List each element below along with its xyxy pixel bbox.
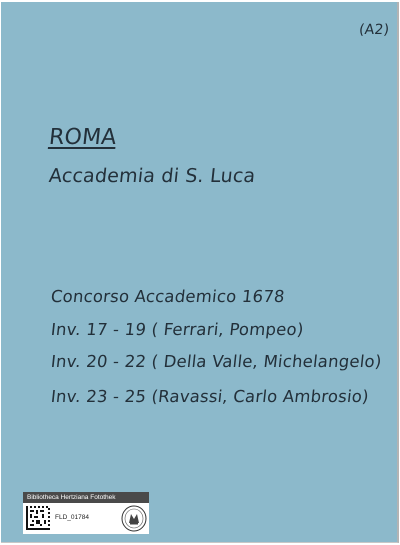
library-seal-icon (121, 505, 147, 532)
catalog-mark: (A2) (358, 22, 391, 38)
inventory-line-3: Inv. 23 - 25 (Ravassi, Carlo Ambrosio) (50, 387, 370, 406)
datamatrix-code-icon (26, 506, 50, 530)
inventory-line-1: Inv. 17 - 19 ( Ferrari, Pompeo) (50, 320, 305, 339)
institution-name: Accademia di S. Luca (47, 165, 257, 187)
library-name: Bibliotheca Hertziana Fotothek (23, 492, 149, 503)
inventory-line-2: Inv. 20 - 22 ( Della Valle, Michelangelo) (50, 352, 383, 371)
city-heading: ROMA (47, 125, 118, 150)
shelf-number: FLD_01784 (55, 514, 89, 521)
folder-cover (1, 2, 399, 543)
library-label (23, 492, 149, 534)
competition-line: Concorso Accademico 1678 (50, 287, 286, 306)
